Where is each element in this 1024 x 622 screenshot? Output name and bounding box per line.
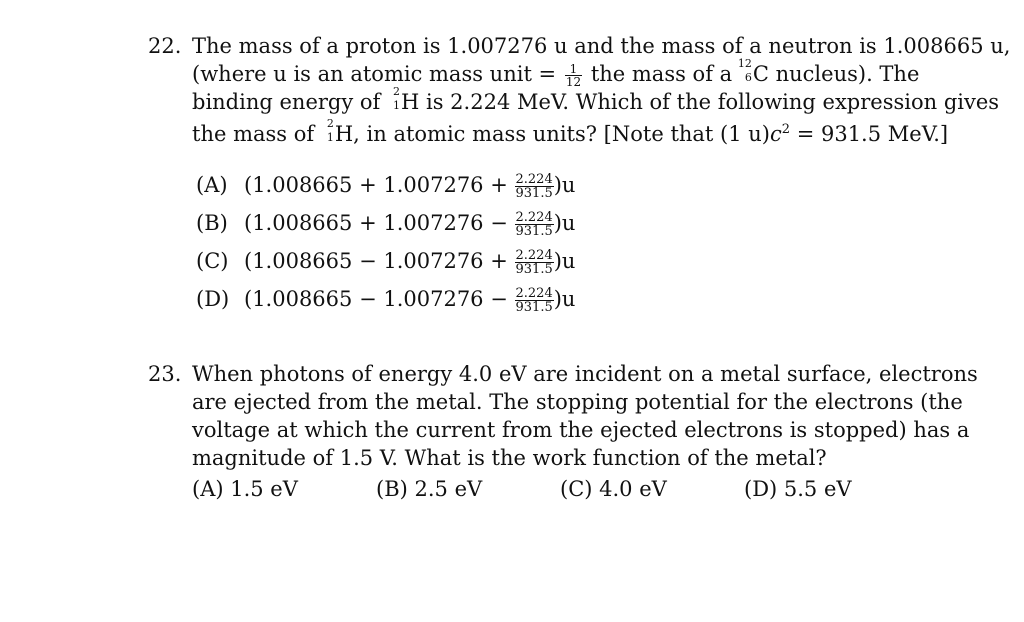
question-line: magnitude of 1.5 V. What is the work function of the metal? [192,446,827,470]
choice-b: (B) 2.5 eV [376,477,483,501]
fraction: $\frac{2.224}{931.5}$ [515,286,553,315]
deuterium-nuclide-notation: 2 1 [393,85,400,112]
question-line: binding energy of 2 1 H is 2.224 MeV. Which of the following expression gives [192,85,1000,114]
fraction: $\frac{2.224}{931.5}$ [515,172,553,201]
question-line: the mass of 2 1 H, in atomic mass units? [Note that (1 $u)c^2 = 931.5$ MeV.] [192,117,949,146]
question-23 [148,360,978,504]
fraction: $\frac{2.224}{931.5}$ [515,210,553,239]
question-line: When photons of energy 4.0 eV are incident on a metal surface, electrons [192,362,978,386]
choice-c: (C) 4.0 eV [560,477,667,501]
option-d: (D) (1.008665 − 1.007276 − $\frac{2.224}{931.5}$ )u [196,286,576,315]
answer-choices [192,474,948,504]
question-line: The mass of a proton is 1.007276 u and the mass of a neutron is 1.008665 u, [192,34,1011,58]
carbon-nuclide-notation: 12 6 [737,57,752,84]
question-line: (where u is an atomic mass unit = $\frac{1}{12}$ the mass of a 12 6 C nucleus). The [192,57,920,89]
question-line: are ejected from the metal. The stopping potential for the electrons (the [192,390,963,414]
fraction-one-twelfth: $\frac{1}{12}$ [565,62,582,89]
question-text [192,360,978,472]
answer-options [196,166,948,318]
choice-a: (A) 1.5 eV [192,477,298,501]
choice-d: (D) 5.5 eV [744,477,852,501]
question-number: 22. [148,34,182,58]
option-b: (B) (1.008665 + 1.007276 − $\frac{2.224}{931.5}$ )u [196,210,576,239]
question-text [192,32,1011,148]
question-line: voltage at which the current from the ejected electrons is stopped) has a [192,418,970,442]
option-a: (A) (1.008665 + 1.007276 + $\frac{2.224}{931.5}$ )u [196,172,576,201]
deuterium-nuclide-notation: 2 1 [326,117,334,144]
option-c: (C) (1.008665 − 1.007276 + $\frac{2.224}{931.5}$ )u [196,248,576,277]
question-22 [148,32,1011,318]
fraction: $\frac{2.224}{931.5}$ [515,248,553,277]
question-number: 23. [148,362,182,386]
